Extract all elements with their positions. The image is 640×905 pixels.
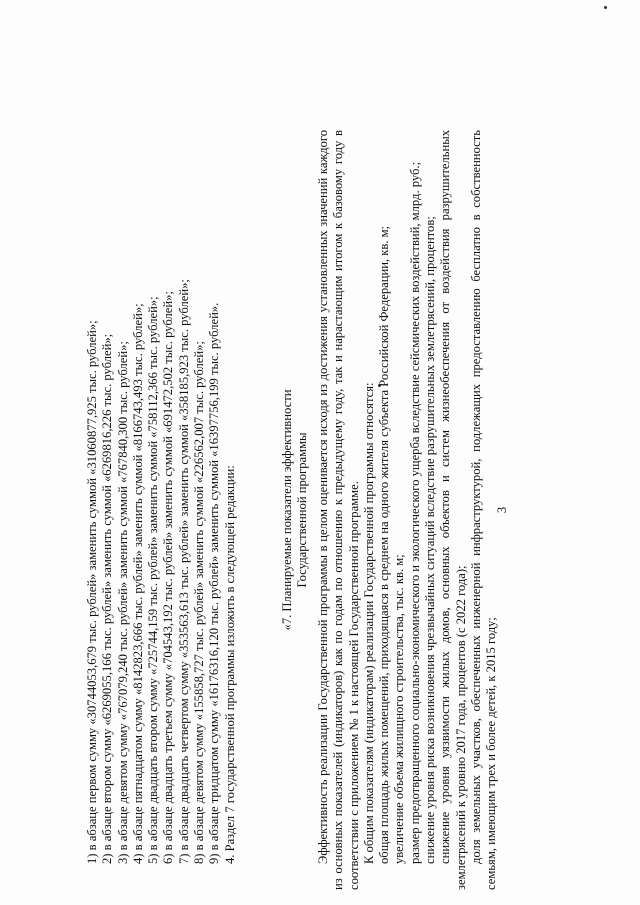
section-body [316,130,500,890]
paragraph: доля земельных участков, обеспеченных инженерной инфраструктурой, подлежащих предоставлению бесплатно в собственность семьям, имеющим трех и более детей, к 2015 году; [468,130,499,890]
paragraph: снижение уровня риска возникновения чрезвычайных ситуаций вследствие разрушительных землетрясений, процентов; [423,216,438,864]
list-item: 6) в абзаце двадцать третьем сумму «704543,192 тыс. рублей» заменить суммой «691472,502 тыс. рублей»; [161,291,176,864]
list-item: 9) в абзаце тридцатом сумму «16176316,120 тыс. рублей» заменить суммой «16397756,199 тыс. рублей». [207,302,222,864]
list-item: 8) в абзаце девятом сумму «155858,727 тыс. рублей» заменить суммой «226562,007 тыс. рублей»; [192,341,207,864]
section-heading-line: Государственной программы [295,432,310,588]
section-heading-line: «7. Планируемые показатели эффективности [280,389,294,631]
list-item: 4) в абзаце пятнадцатом сумму «8142823,666 тыс. рублей» заменить суммой «8166743,493 тыс. рублей»; [130,303,145,864]
list-item: 5) в абзаце двадцать втором сумму «725744,159 тыс. рублей» заменить суммой «758112,366 тыс. рублей»; [146,296,161,864]
list-item: 7) в абзаце двадцать четвертом сумму «353563,613 тыс. рублей» заменить суммой «358185,923 тыс. рублей»; [176,279,191,864]
list-item: 1) в абзаце первом сумму «30744053,679 тыс. рублей» заменить суммой «31060877,925 тыс. рублей»; [85,320,99,864]
paragraph: Эффективность реализации Государственной программы в целом оценивается исходя из достижения установленных значений каждого из основных показателей (индикаторов) как по годам по отношению к предыдущему году, так и нарастающим итогом к базовому году в соответствии с приложением № 1 к настоящей Государственной программе. [316,130,361,890]
paragraph: увеличение объема жилищного строительства, тыс. кв. м; [392,554,407,864]
amendment-list [85,130,238,890]
list-item: 2) в абзаце втором сумму «6269055,166 тыс. рублей» заменить суммой «6269816,226 тыс. рублей»; [100,333,115,864]
section-heading [280,130,311,890]
page-number: 3 [495,506,509,514]
rotated-content [80,130,585,890]
scan-speck [604,6,607,9]
list-item: 3) в абзаце девятом сумму «767079,240 тыс. рублей» заменить суммой «767840,300 тыс. рублей»; [115,341,130,864]
paragraph: размер предотвращенного социально-экономического и экологического ущерба вследствие сейсмических воздействий, млрд. руб.; [407,161,422,864]
list-item: 4. Раздел 7 государственной программы изложить в следующей редакции: [222,465,237,864]
paragraph: снижение уровня уязвимости жилых домов, основных объектов и систем жизнеобеспечения от воздействия разрушительных землетрясений к уровню 2017 года, процентов (с 2022 года); [438,130,468,890]
paragraph: К общим показателям (индикаторам) реализации Государственной программы относятся: [361,382,376,864]
paragraph: общая площадь жилых помещений, приходящаяся в среднем на одного жителя субъекта Российской Федерации, кв. м; [377,225,392,864]
